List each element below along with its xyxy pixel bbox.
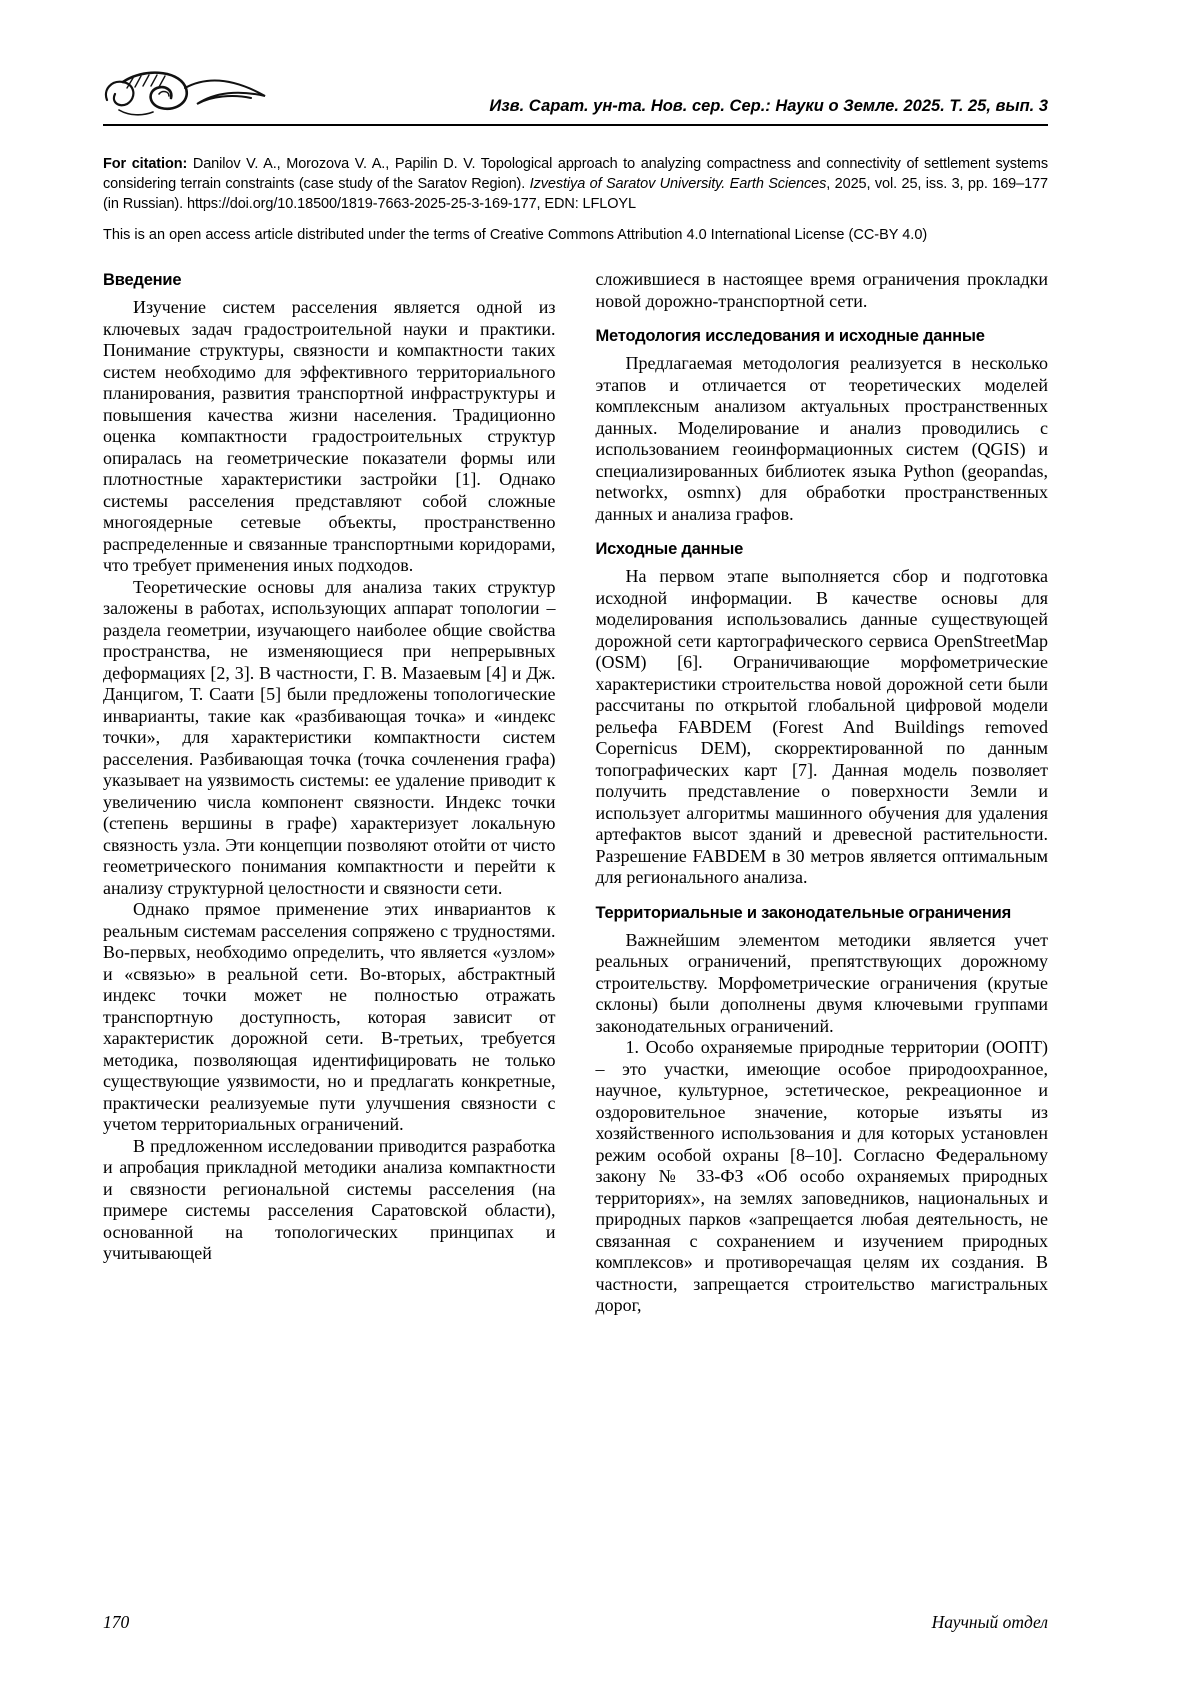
citation-issue-info: , 2025, vol. 25, iss. 3, pp. 169–177 (in Russian).: [103, 176, 1048, 212]
right-column: [596, 269, 1049, 1317]
page-content: [103, 0, 1048, 1317]
page-header: [103, 70, 1048, 126]
page-footer: [103, 1612, 1048, 1633]
section-heading-territorial: Территориальные и законодательные ограничения: [595, 903, 1012, 922]
doi-link[interactable]: https://doi.org/10.18500/1819-7663-2025-25-3-169-177: [187, 196, 537, 212]
citation-label: For citation:: [103, 156, 188, 172]
paragraph-methodology: Предлагаемая методология реализуется в несколько этапов и отличается от теоретических моделей комплексным анализом актуальных пространственных данных. Моделирование и анализ проводились с использованием геоинформационных систем (QGIS) и специализированных библиотек языка Python (geopandas, networkx, osmnx) для обработки пространственных данных и анализа графов.: [595, 353, 1048, 524]
paragraph-intro-2: Теоретические основы для анализа таких структур заложены в работах, использующих аппарат топологии – раздела геометрии, изучающего наиболее общие свойства пространства, не изменяющиеся при непрерывных деформациях [2, 3]. В частности, Г. В. Мазаевым [4] и Дж. Данцигом, Т. Саати [5] были предложены топологические инварианты, такие как «разбивающая точка» и «индекс точки», для характеристики компактности систем расселения. Разбивающая точка (точка сочленения графа) указывает на уязвимость системы: ее удаление приводит к увеличению числа компонент связности. Индекс точки (степень вершины в графе) характеризует локальную связность узла. Эти концепции позволяют отойти от чисто геометрического понимания компактности и перейти к анализу структурной целостности и связности сети.: [103, 576, 556, 898]
ornament-flourish-icon: [99, 67, 269, 121]
section-heading-methodology: Методология исследования и исходные данные: [595, 327, 985, 345]
citation-authors-title: Danilov V. A., Morozova V. A., Papilin D. V. Topological approach to analyzing compactness and connectivity of settlement systems considering terrain constraints (case study of the Saratov Region).: [103, 156, 1048, 192]
journal-issue-line: Изв. Сарат. ун-та. Нов. сер. Сер.: Науки о Земле. 2025. Т. 25, вып. 3: [489, 97, 1048, 115]
paragraph-territorial-2: 1. Особо охраняемые природные территории (ООПТ) – это участки, имеющие особое природоохранное, научное, культурное, эстетическое, рекреационное и оздоровительное значение, которые изъяты из хозяйственного использования и для которых установлен режим особой охраны [8–10]. Согласно Федеральному закону № 33-ФЗ «Об особо охраняемых природных территориях», на землях заповедников, национальных и природных парков «запрещается любая деятельность, не связанная с сохранением и изучением природных комплексов» и противоречащая целям их создания. В частности, запрещается строительство магистральных дорог,: [595, 1037, 1048, 1315]
page-number: 170: [103, 1612, 130, 1632]
paragraph-intro-3: Однако прямое применение этих инвариантов к реальным системам расселения сопряжено с трудностями. Во-первых, необходимо определить, что является «узлом» и «связью» в реальной сети. Во-вторых, абстрактный индекс точки может не полностью отражать транспортную доступность, которая зависит от характеристик дорожной сети. В-третьих, требуется методика, позволяющая идентифицировать не только существующие уязвимости, но и предлагать конкретные, практически реализуемые пути улучшения связности с учетом территориальных ограничений.: [103, 899, 556, 1134]
left-column: [103, 269, 556, 1317]
section-heading-source-data: Исходные данные: [595, 540, 744, 558]
citation-journal-name: Izvestiya of Saratov University. Earth Sciences: [529, 176, 827, 192]
citation-edn: , EDN: LFLOYL: [536, 196, 636, 212]
journal-ornament-logo: [99, 67, 269, 121]
paragraph-intro-1: Изучение систем расселения является одной из ключевых задач градостроительной науки и практики. Понимание структуры, связности и компактности таких систем необходимо для эффективного территориального планирования, развития транспортной инфраструктуры и повышения качества жизни населения. Традиционно оценка компактности градостроительных структур опиралась на геометрические показатели формы или плотностные характеристики застройки [1]. Однако системы расселения представляют собой сложные многоядерные сетевые объекты, пространственно распределенные и связанные транспортными коридорами, что требует применения иных подходов.: [103, 297, 556, 575]
paragraph-intro-continuation: сложившиеся в настоящее время ограничения прокладки новой дорожно-транспортной сети.: [595, 269, 1048, 311]
article-body: [103, 269, 1048, 1317]
section-heading-introduction: Введение: [103, 271, 182, 289]
paragraph-territorial-1: Важнейшим элементом методики является учет реальных ограничений, препятствующих дорожному строительству. Морфометрические ограничения (крутые склоны) были дополнены двумя ключевыми группами законодательных ограничений.: [595, 929, 1048, 1036]
paragraph-intro-4: В предложенном исследовании приводится разработка и апробация прикладной методики анализа компактности и связности региональной системы расселения (на примере системы расселения Саратовской области), основанной на топологических принципах и учитывающей: [103, 1135, 556, 1263]
open-access-note: This is an open access article distributed under the terms of Creative Commons Attribution 4.0 International License (CC-BY 4.0): [103, 227, 928, 243]
section-label: Научный отдел: [931, 1612, 1048, 1632]
paragraph-source-data: На первом этапе выполняется сбор и подготовка исходной информации. В качестве основы для моделирования использовались данные существующей дорожной сети картографического сервиса OpenStreetMap (OSM) [6]. Ограничивающие морфометрические характеристики строительства новой дорожной сети были рассчитаны по открытой глобальной цифровой модели рельефа FABDEM (Forest And Buildings removed Copernicus DEM), скорректированной по данным топографических карт [7]. Данная модель позволяет получить представление о поверхности Земли и использует алгоритмы машинного обучения для удаления артефактов высот зданий и древесной растительности. Разрешение FABDEM в 30 метров является оптимальным для регионального анализа.: [595, 566, 1048, 887]
citation-note: [103, 154, 1048, 214]
